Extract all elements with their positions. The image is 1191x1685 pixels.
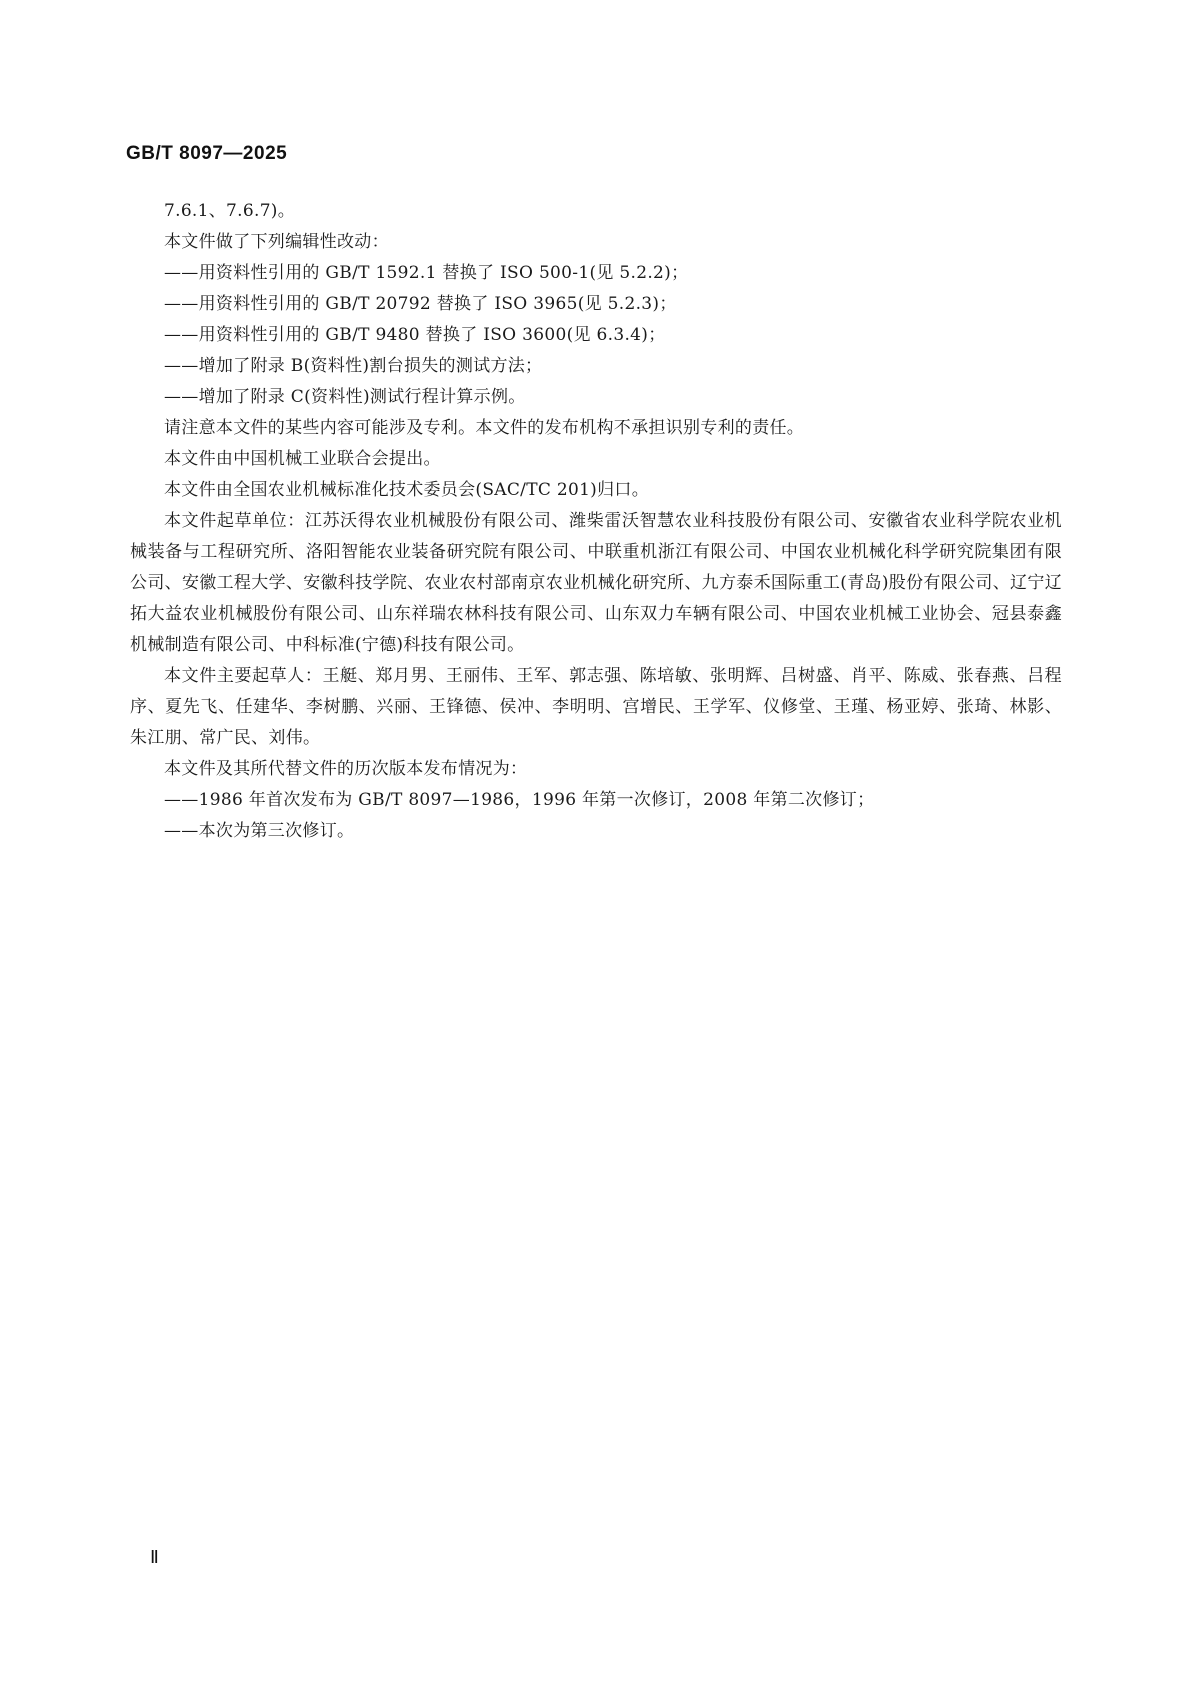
text-paragraph-proposer: 本文件由中国机械工业联合会提出。 xyxy=(164,449,441,469)
list-item-change-4: ——增加了附录 B(资料性)割台损失的测试方法； xyxy=(164,356,543,376)
text-paragraph-patent-notice: 请注意本文件的某些内容可能涉及专利。本文件的发布机构不承担识别专利的责任。 xyxy=(164,418,805,438)
list-item-change-5: ——增加了附录 C(资料性)测试行程计算示例。 xyxy=(164,387,526,407)
text-paragraph-drafting-units: 本文件起草单位：江苏沃得农业机械股份有限公司、潍柴雷沃智慧农业科技股份有限公司、安徽省农业科学院农业机械装备与工程研究所、洛阳智能农业装备研究院有限公司、中联重机浙江有限公司、中国农业机械化科学研究院集团有限公司、安徽工程大学、安徽科技学院、农业农村部南京农业机械化研究所、九方泰禾国际重工(青岛)股份有限公司、辽宁辽拓大益农业机械股份有限公司、山东祥瑞农林科技有限公司、山东双力车辆有限公司、中国农业机械工业协会、冠县泰鑫机械制造有限公司、中科标准(宁德)科技有限公司。 xyxy=(130,511,1062,655)
text-paragraph-drafters: 本文件主要起草人：王艇、郑月男、王丽伟、王军、郭志强、陈培敏、张明辉、吕树盛、肖平、陈威、张春燕、吕程序、夏先飞、任建华、李树鹏、兴丽、王锋德、侯冲、李明明、宫增民、王学军、仪修堂、王瑾、杨亚婷、张琦、林影、朱江朋、常广民、刘伟。 xyxy=(130,666,1062,748)
text-paragraph-version-history-intro: 本文件及其所代替文件的历次版本发布情况为： xyxy=(164,759,528,779)
list-item-change-1: ——用资料性引用的 GB/T 1592.1 替换了 ISO 500-1(见 5.2.2)； xyxy=(164,263,689,283)
document-body xyxy=(130,196,1062,847)
list-item-history-2: ——本次为第三次修订。 xyxy=(164,821,355,841)
text-paragraph-committee: 本文件由全国农业机械标准化技术委员会(SAC/TC 201)归口。 xyxy=(164,480,650,500)
list-item-change-2: ——用资料性引用的 GB/T 20792 替换了 ISO 3965(见 5.2.3)； xyxy=(164,294,677,314)
standard-number-header: GB/T 8097—2025 xyxy=(126,143,288,164)
page-number: Ⅱ xyxy=(150,1547,159,1567)
text-paragraph-editorial-changes-intro: 本文件做了下列编辑性改动： xyxy=(164,232,389,252)
text-paragraph-continuation: 7.6.1、7.6.7)。 xyxy=(164,201,296,221)
list-item-change-3: ——用资料性引用的 GB/T 9480 替换了 ISO 3600(见 6.3.4)； xyxy=(164,325,666,345)
list-item-history-1: ——1986 年首次发布为 GB/T 8097—1986，1996 年第一次修订，2008 年第二次修订； xyxy=(164,790,875,810)
